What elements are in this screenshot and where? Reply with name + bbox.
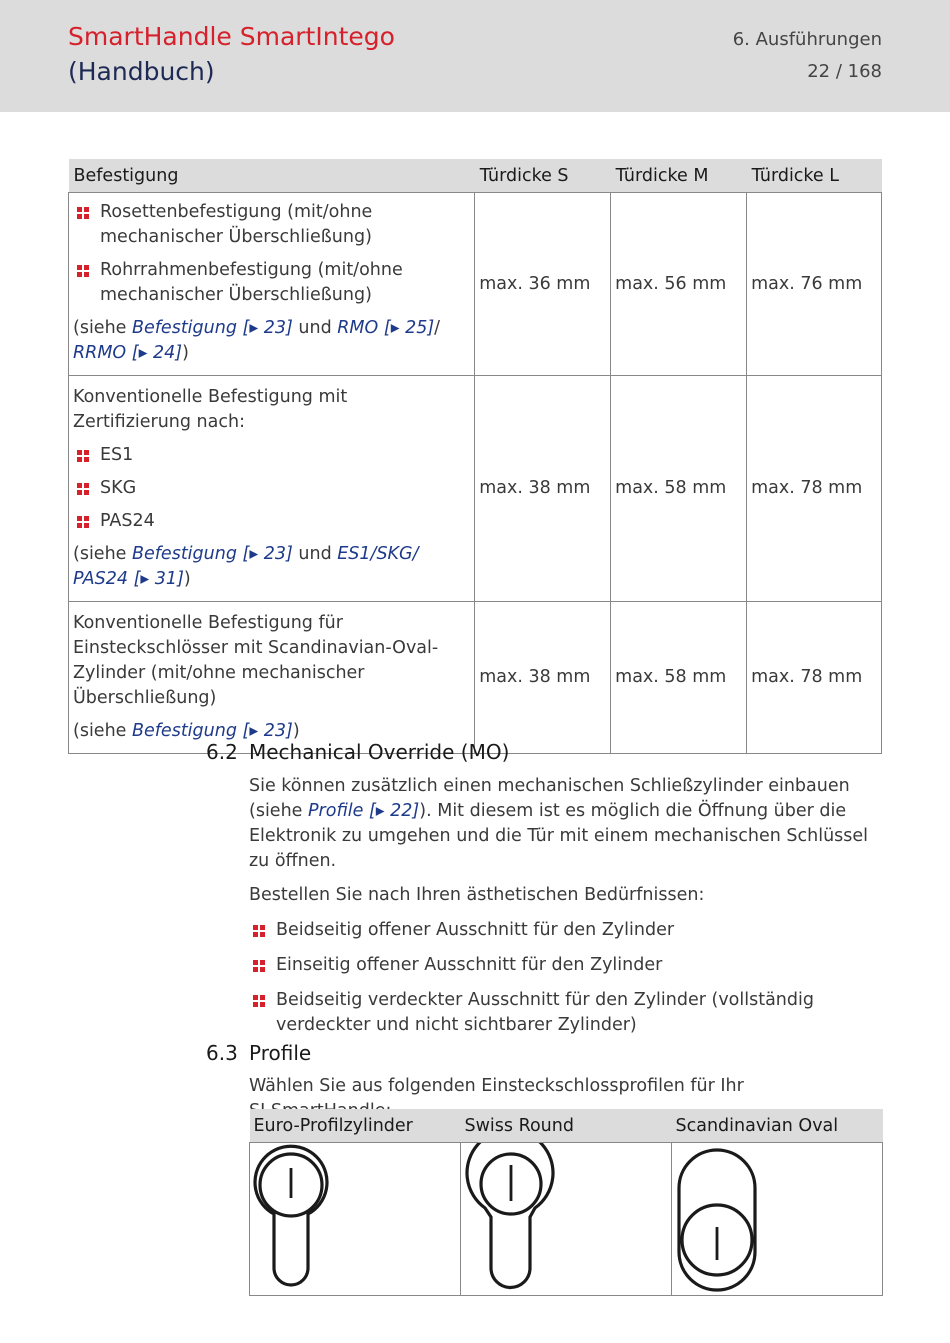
swiss-round-cylinder-icon	[461, 1143, 581, 1293]
mounting-cell	[69, 376, 475, 602]
section-heading-profile	[206, 1041, 311, 1065]
list-item: Rosettenbefestigung (mit/ohne mechanischer Überschließung)	[73, 200, 470, 250]
table-row	[69, 193, 882, 376]
bullet-icon	[77, 483, 89, 495]
list-item: PAS24	[73, 509, 470, 534]
table-header-row	[69, 159, 882, 193]
list-item: Einseitig offener Ausschnitt für den Zylinder	[249, 953, 889, 978]
arrow-right-icon: ▸	[390, 318, 400, 338]
profile-table	[249, 1109, 883, 1296]
bullet-icon	[77, 207, 89, 219]
value-s: max. 38 mm	[475, 602, 611, 754]
row-intro: Konventionelle Befestigung für Einsteckschlösser mit Scandinavian-Oval-Zylinder (mit/ohne mechanischer Überschließung)	[73, 613, 439, 708]
table-row	[69, 376, 882, 602]
col-header-thickness-s: Türdicke S	[475, 159, 611, 193]
paragraph: Sie können zusätzlich einen mechanischen Schließzylinder einbauen (siehe Profile [▸ 22]). Mit diesem ist es möglich die Öffnung über die Elektronik zu umgehen und die Tür mit einem mechanischen Schlüssel zu öffnen.	[249, 776, 869, 871]
section-number: 6.3	[206, 1041, 238, 1065]
bullet-icon	[253, 960, 265, 972]
arrow-right-icon: ▸	[138, 343, 148, 363]
mounting-cell	[69, 193, 475, 376]
scandinavian-oval-cylinder-icon	[672, 1143, 792, 1293]
reference-text: (siehe Befestigung [▸ 23] und RMO [▸ 25]/ RRMO [▸ 24])	[73, 318, 441, 363]
reference-text: (siehe Befestigung [▸ 23])	[73, 721, 300, 741]
value-l: max. 76 mm	[747, 193, 882, 376]
link-es1-skg-pas24[interactable]: ES1/SKG/ PAS24 [▸ 31]	[73, 544, 419, 589]
arrow-right-icon: ▸	[249, 318, 259, 338]
list-item: ES1	[73, 443, 470, 468]
arrow-right-icon: ▸	[249, 721, 259, 741]
value-l: max. 78 mm	[747, 376, 882, 602]
col-header-thickness-m: Türdicke M	[611, 159, 747, 193]
value-m: max. 58 mm	[611, 602, 747, 754]
arrow-right-icon: ▸	[375, 801, 385, 821]
mounting-cell	[69, 602, 475, 754]
section-number: 6.2	[206, 740, 238, 764]
value-m: max. 58 mm	[611, 376, 747, 602]
col-header-scandinavian: Scandinavian Oval	[672, 1109, 883, 1143]
paragraph: Bestellen Sie nach Ihren ästhetischen Bedürfnissen:	[249, 885, 705, 905]
profile-cell	[461, 1143, 672, 1296]
list-item: Beidseitig offener Ausschnitt für den Zylinder	[249, 918, 889, 943]
arrow-right-icon: ▸	[140, 569, 150, 589]
document-subtitle: (Handbuch)	[68, 57, 215, 86]
value-s: max. 36 mm	[475, 193, 611, 376]
euro-cylinder-icon	[250, 1143, 370, 1293]
link-profile[interactable]: Profile [▸ 22]	[308, 801, 420, 821]
table-row	[69, 602, 882, 754]
link-befestigung[interactable]: Befestigung [▸ 23]	[132, 318, 293, 338]
list-item: Rohrrahmenbefestigung (mit/ohne mechanischer Überschließung)	[73, 258, 470, 308]
link-rrmo[interactable]: RRMO [▸ 24]	[73, 343, 183, 363]
bullet-icon	[77, 516, 89, 528]
page-header	[0, 0, 950, 112]
value-l: max. 78 mm	[747, 602, 882, 754]
value-s: max. 38 mm	[475, 376, 611, 602]
value-m: max. 56 mm	[611, 193, 747, 376]
bullet-icon	[77, 265, 89, 277]
table-row	[250, 1143, 883, 1296]
link-rmo[interactable]: RMO [▸ 25]	[337, 318, 435, 338]
profile-cell	[250, 1143, 461, 1296]
section-title: Mechanical Override (MO)	[249, 740, 510, 764]
section-mo-body	[249, 774, 889, 1048]
table-header-row	[250, 1109, 883, 1143]
profile-cell	[672, 1143, 883, 1296]
mounting-table	[68, 159, 882, 754]
col-header-thickness-l: Türdicke L	[747, 159, 882, 193]
document-title: SmartHandle SmartIntego	[68, 22, 395, 51]
paragraph: Wählen Sie aus folgenden Einsteckschlossprofilen für Ihr	[249, 1076, 744, 1096]
link-befestigung[interactable]: Befestigung [▸ 23]	[132, 721, 293, 741]
reference-text: (siehe Befestigung [▸ 23] und ES1/SKG/ PAS24 [▸ 31])	[73, 544, 419, 589]
bullet-icon	[253, 995, 265, 1007]
chapter-label: 6. Ausführungen	[732, 29, 882, 50]
section-title: Profile	[249, 1041, 312, 1065]
bullet-icon	[77, 450, 89, 462]
list-item: Beidseitig verdeckter Ausschnitt für den Zylinder (vollständig verdeckter und nicht sichtbarer Zylinder)	[249, 988, 889, 1038]
col-header-euro: Euro-Profilzylinder	[250, 1109, 461, 1143]
page-number: 22 / 168	[807, 61, 882, 82]
col-header-swiss: Swiss Round	[461, 1109, 672, 1143]
section-heading-mo	[206, 740, 509, 764]
link-befestigung[interactable]: Befestigung [▸ 23]	[132, 544, 293, 564]
arrow-right-icon: ▸	[249, 544, 259, 564]
row-intro: Konventionelle Befestigung mit Zertifizierung nach:	[73, 387, 348, 432]
col-header-mounting: Befestigung	[69, 159, 475, 193]
bullet-icon	[253, 925, 265, 937]
list-item: SKG	[73, 476, 470, 501]
